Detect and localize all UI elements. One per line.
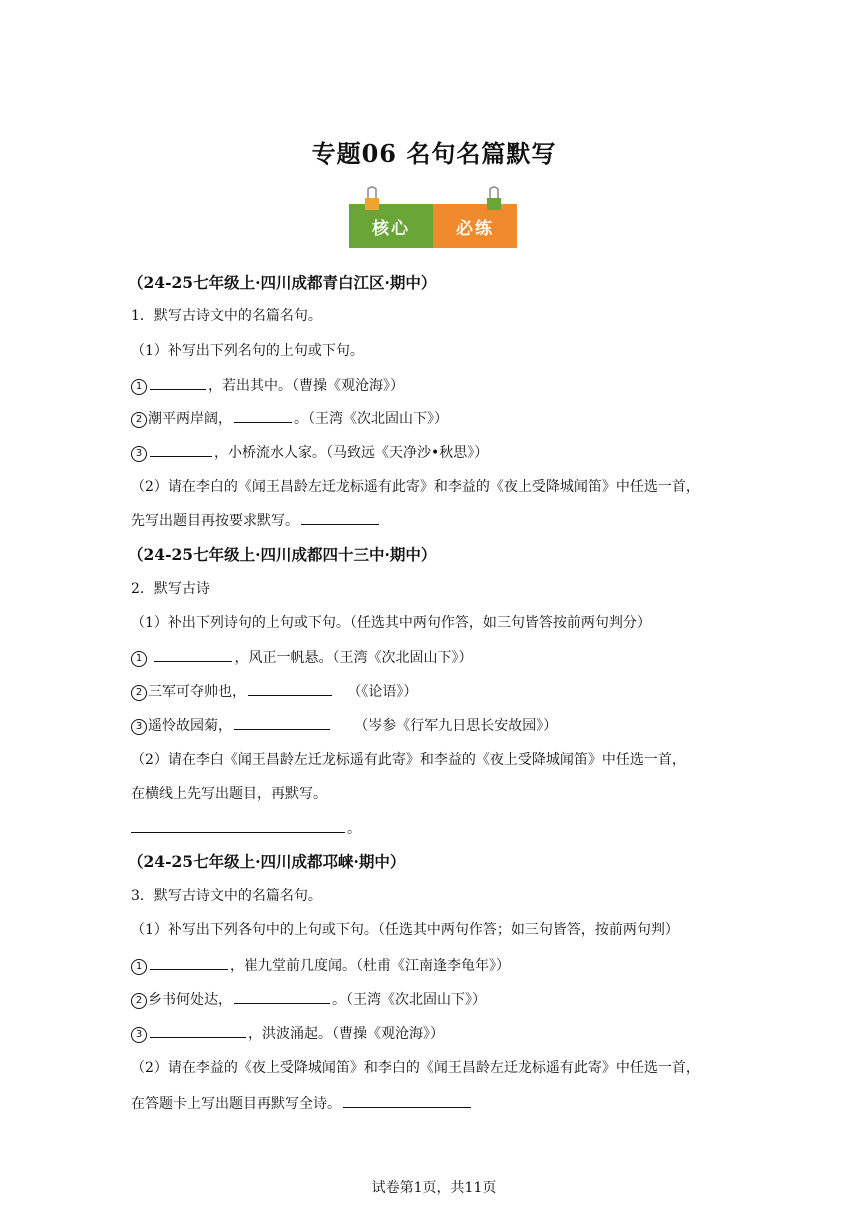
sub-question: 在答题卡上写出题目再默写全诗。 xyxy=(131,1093,473,1114)
answer-blank xyxy=(131,818,345,833)
sub-question: （2）请在李白的《闻王昌龄左迁龙标遥有此寄》和李益的《夜上受降城闻笛》中任选一首， xyxy=(131,479,700,495)
badge-left: 核心 xyxy=(349,204,433,248)
clip-icon xyxy=(483,186,505,212)
question-intro: 2．默写古诗 xyxy=(131,581,210,597)
answer-blank xyxy=(150,375,206,390)
fill-item: 2 三军可夺帅也， （《论语》） xyxy=(131,681,417,702)
page-footer: 试卷第1页，共11页 xyxy=(371,1180,497,1196)
answer-line: 。 xyxy=(131,818,361,839)
sub-question: （1）补出下列诗句的上句或下句。（任选其中两句作答，如三句皆答按前两句判分） xyxy=(131,615,651,631)
fill-item: 1 ，崔九堂前几度闻。（杜甫《江南逢李龟年》） xyxy=(131,955,510,976)
fill-item: 2 潮平两岸阔， 。（王湾《次北固山下》） xyxy=(131,408,448,429)
document-title: 专题06 名句名篇默写 xyxy=(311,139,557,168)
sub-question: （2）请在李益的《夜上受降城闻笛》和李白的《闻王昌龄左迁龙标遥有此寄》中任选一首， xyxy=(131,1060,700,1076)
question-intro: 1．默写古诗文中的名篇名句。 xyxy=(131,308,322,324)
section-header: （24-25七年级上·四川成都青白江区·期中） xyxy=(128,273,437,292)
badge-right: 必练 xyxy=(433,204,517,248)
fill-item: 3 ，洪波涌起。（曹操《观沧海》） xyxy=(131,1023,444,1044)
sub-question: 在横线上先写出题目，再默写。 xyxy=(131,786,327,802)
fill-item: 3 ，小桥流水人家。（马致远《天净沙•秋思》） xyxy=(131,442,488,463)
answer-blank xyxy=(248,681,332,696)
sub-question: 先写出题目再按要求默写。 xyxy=(131,510,381,531)
sub-question: （1）补写出下列各句中的上句或下句。（任选其中两句作答；如三句皆答，按前两句判） xyxy=(131,922,679,938)
answer-blank xyxy=(234,408,292,423)
answer-blank xyxy=(150,442,212,457)
answer-blank xyxy=(301,510,379,525)
fill-item: 2 乡书何处达， 。（王湾《次北固山下》） xyxy=(131,989,486,1010)
clip-icon xyxy=(361,186,383,212)
core-practice-badge xyxy=(349,204,517,248)
sub-question: （2）请在李白《闻王昌龄左迁龙标遥有此寄》和李益的《夜上受降城闻笛》中任选一首， xyxy=(131,752,686,768)
fill-item: 3 遥怜故园菊， （岑参《行军九日思长安故园》） xyxy=(131,715,557,736)
section-header: （24-25七年级上·四川成都四十三中·期中） xyxy=(128,545,437,564)
section-header: （24-25七年级上·四川成都邛崃·期中） xyxy=(128,852,406,871)
answer-blank xyxy=(343,1093,471,1108)
answer-blank xyxy=(154,647,232,662)
question-intro: 3．默写古诗文中的名篇名句。 xyxy=(131,888,322,904)
fill-item: 1 ，若出其中。（曹操《观沧海》） xyxy=(131,375,404,396)
answer-blank xyxy=(234,989,330,1004)
answer-blank xyxy=(150,955,228,970)
fill-item: 1 ，风正一帆悬。（王湾《次北固山下》） xyxy=(131,647,472,668)
sub-question: （1）补写出下列名句的上句或下句。 xyxy=(131,343,364,359)
answer-blank xyxy=(234,715,330,730)
answer-blank xyxy=(150,1023,246,1038)
